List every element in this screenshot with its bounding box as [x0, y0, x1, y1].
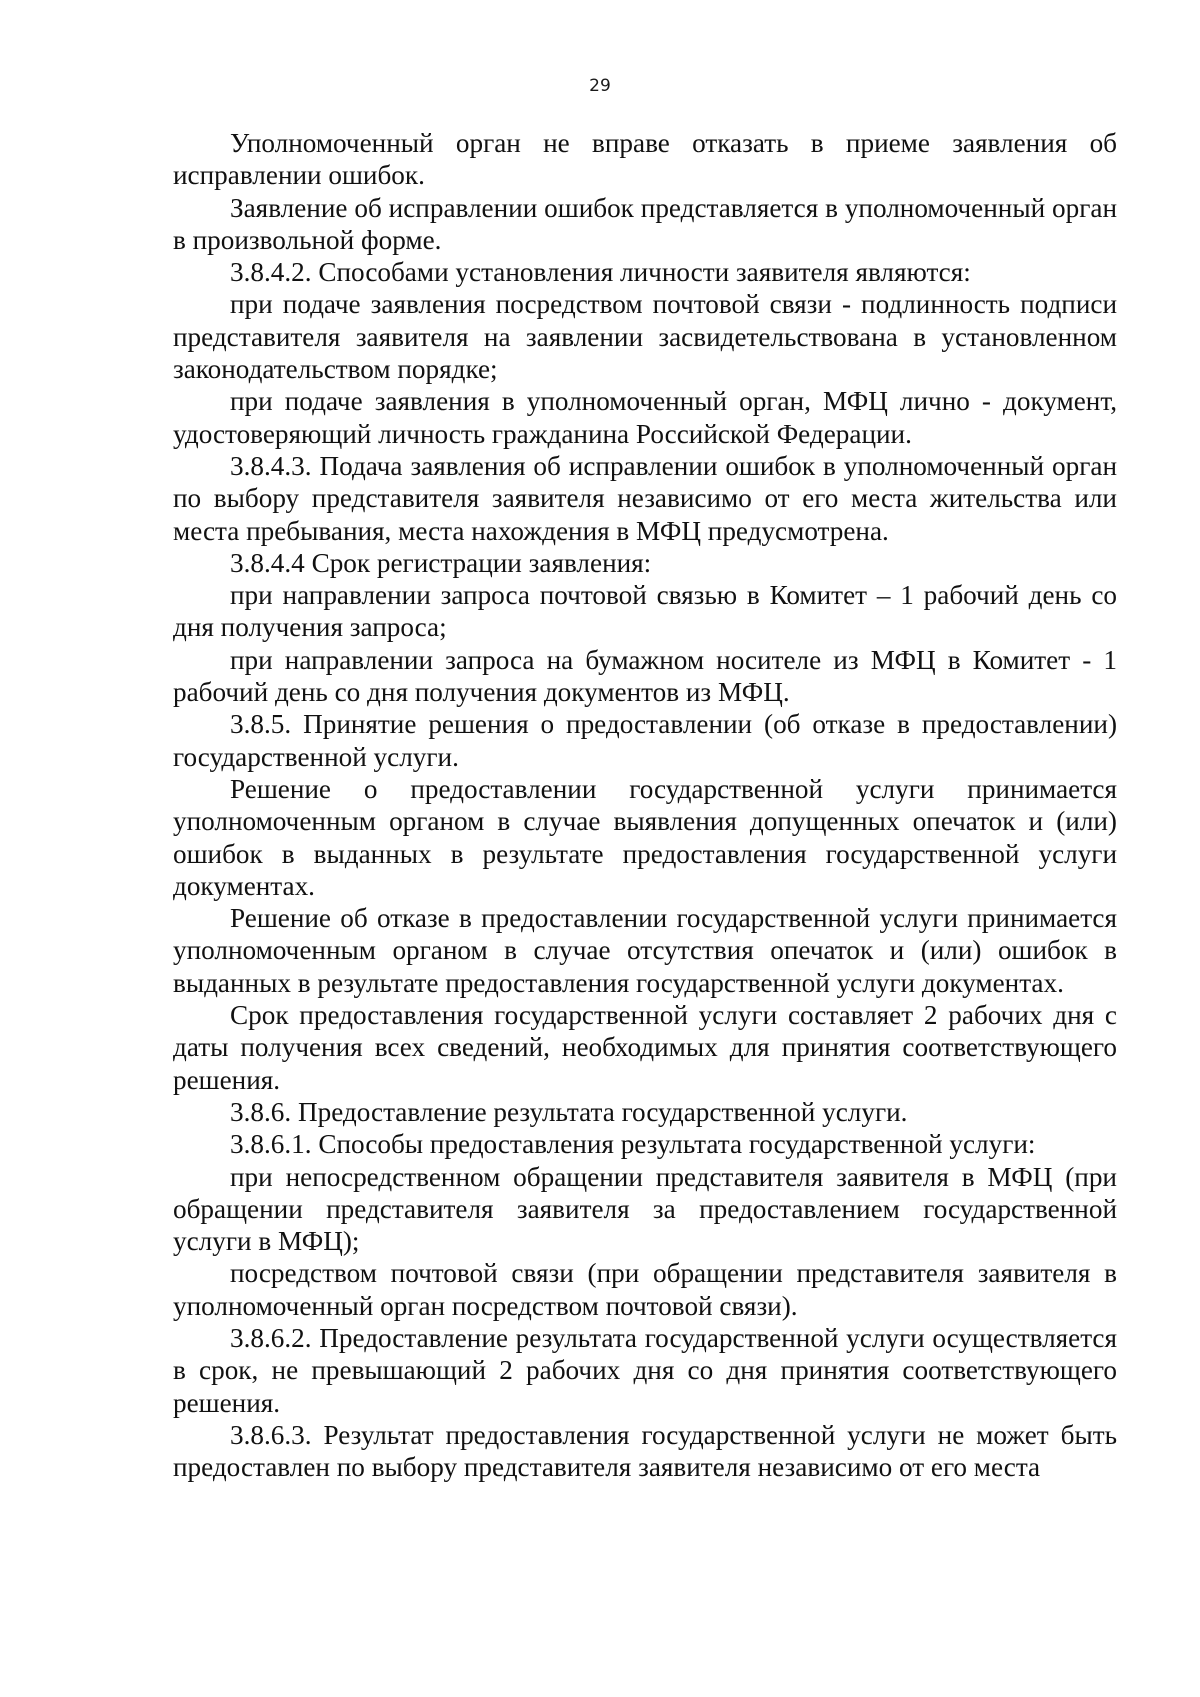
paragraph: Уполномоченный орган не вправе отказать в приеме заявления об исправлении ошибок. [173, 128, 1117, 191]
paragraph: Решение о предоставлении государственной услуги принимается уполномоченным органом в случае выявления допущенных опечаток и (или) ошибок в выданных в результате предоставления государственной услуги документах. [173, 773, 1117, 901]
paragraph: Решение об отказе в предоставлении государственной услуги принимается уполномоченным органом в случае отсутствия опечаток и (или) ошибок в выданных в результате предоставления государственной услуги документах. [173, 903, 1117, 998]
paragraph: 3.8.4.4 Срок регистрации заявления: [230, 547, 652, 578]
paragraph: при направлении запроса почтовой связью в Комитет – 1 рабочий день со дня получения запроса; [173, 580, 1117, 643]
paragraph: при подаче заявления посредством почтовой связи - подлинность подписи представителя заявителя на заявлении засвидетельствована в установленном законодательством порядке; [173, 289, 1117, 385]
paragraph: 3.8.6.1. Способы предоставления результата государственной услуги: [230, 1129, 1036, 1160]
page-number: 29 [589, 76, 611, 96]
paragraph: 3.8.5. Принятие решения о предоставлении (об отказе в предоставлении) государственной услуги. [173, 709, 1117, 772]
paragraph: при подаче заявления в уполномоченный орган, МФЦ лично - документ, удостоверяющий личность гражданина Российской Федерации. [173, 386, 1117, 449]
paragraph: Срок предоставления государственной услуги составляет 2 рабочих дня с даты получения всех сведений, необходимых для принятия соответствующего решения. [173, 1000, 1117, 1095]
paragraph: при направлении запроса на бумажном носителе из МФЦ в Комитет - 1 рабочий день со дня получения документов из МФЦ. [173, 644, 1117, 708]
paragraph: 3.8.6.2. Предоставление результата государственной услуги осуществляется в срок, не превышающий 2 рабочих дня со дня принятия соответствующего решения. [173, 1322, 1117, 1418]
paragraph: 3.8.4.2. Способами установления личности заявителя являются: [230, 257, 971, 288]
paragraph: 3.8.6.3. Результат предоставления государственной услуги не может быть предоставлен по выбору представителя заявителя независимо от его места [173, 1419, 1117, 1483]
paragraph: 3.8.4.3. Подача заявления об исправлении ошибок в уполномоченный орган по выбору представителя заявителя независимо от его места жительства или места пребывания, места нахождения в МФЦ предусмотрена. [173, 450, 1117, 546]
paragraph: 3.8.6. Предоставление результата государственной услуги. [230, 1096, 908, 1127]
paragraph: посредством почтовой связи (при обращении представителя заявителя в уполномоченный орган посредством почтовой связи). [173, 1258, 1117, 1321]
paragraph: Заявление об исправлении ошибок представляется в уполномоченный орган в произвольной форме. [173, 192, 1117, 255]
paragraph: при непосредственном обращении представителя заявителя в МФЦ (при обращении представителя заявителя за предоставлением государственной услуги в МФЦ); [173, 1161, 1117, 1257]
document-body [173, 127, 1117, 1483]
